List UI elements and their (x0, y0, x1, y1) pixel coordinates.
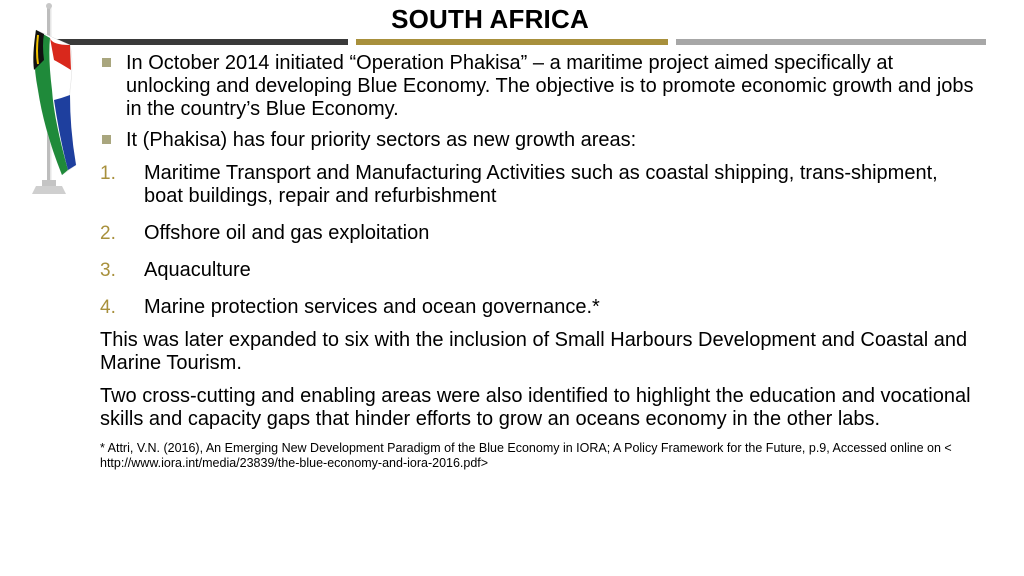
south-africa-flag-icon (14, 0, 84, 200)
square-bullet-icon (102, 58, 111, 67)
page-title: SOUTH AFRICA (391, 4, 589, 34)
bullet-text: It (Phakisa) has four priority sectors as new growth areas: (126, 129, 637, 151)
item-text: Offshore oil and gas exploitation (144, 222, 430, 244)
divider-bar-grey (676, 39, 986, 45)
item-text: Maritime Transport and Manufacturing Activities such as coastal shipping, trans-shipment, boat buildings, repair and refurbishment (144, 162, 938, 207)
numbered-item (100, 259, 980, 282)
item-number: 4. (100, 297, 116, 318)
divider-bar-gold (356, 39, 668, 45)
item-text: Aquaculture (144, 259, 251, 281)
numbered-item (100, 222, 980, 245)
bullet-item (100, 129, 980, 152)
bullet-item (100, 52, 980, 121)
footnote: * Attri, V.N. (2016), An Emerging New Development Paradigm of the Blue Economy in IORA; A Policy Framework for the Future, p.9, Accessed online on < http://www.iora.int/media/23839/the-blue-economy-and-iora-2016.pdf> (100, 441, 952, 470)
slide-content (100, 52, 980, 471)
square-bullet-icon (102, 135, 111, 144)
paragraph: Two cross-cutting and enabling areas were also identified to highlight the education and vocational skills and capacity gaps that hinder efforts to grow an oceans economy in the other labs. (100, 385, 971, 430)
bullet-text: In October 2014 initiated “Operation Phakisa” – a maritime project aimed specifically at unlocking and developing Blue Economy. The objective is to promote economic growth and jobs in the country’s Blue Economy. (126, 52, 974, 120)
item-number: 1. (100, 163, 116, 184)
item-number: 3. (100, 260, 116, 281)
item-text: Marine protection services and ocean governance.* (144, 296, 600, 318)
numbered-item (100, 296, 980, 319)
item-number: 2. (100, 223, 116, 244)
paragraph: This was later expanded to six with the inclusion of Small Harbours Development and Coastal and Marine Tourism. (100, 329, 968, 374)
numbered-item (100, 162, 980, 208)
divider-bar-dark (48, 39, 348, 45)
